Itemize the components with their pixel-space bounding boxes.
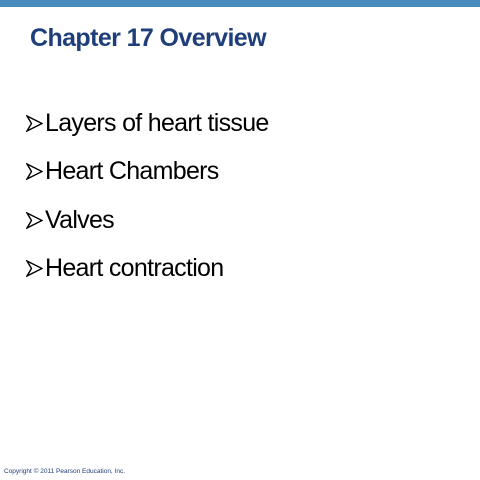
top-accent-bar [0,0,480,7]
bullet-text: Layers of heart tissue [45,108,269,137]
bullet-item [26,99,269,148]
bullet-text: Heart Chambers [45,157,219,186]
bullet-list [26,99,269,293]
bullet-text: Heart contraction [45,254,224,283]
bullet-item [26,245,269,294]
bullet-item [26,196,269,245]
copyright-footer: Copyright © 2011 Pearson Education, Inc. [4,468,126,475]
slide-title: Chapter 17 Overview [30,24,266,52]
bullet-text: Valves [45,205,114,234]
arrowhead-bullet-icon [26,115,43,132]
bullet-item [26,148,269,197]
arrowhead-bullet-icon [26,260,43,277]
arrowhead-bullet-icon [26,212,43,229]
arrowhead-bullet-icon [26,163,43,180]
